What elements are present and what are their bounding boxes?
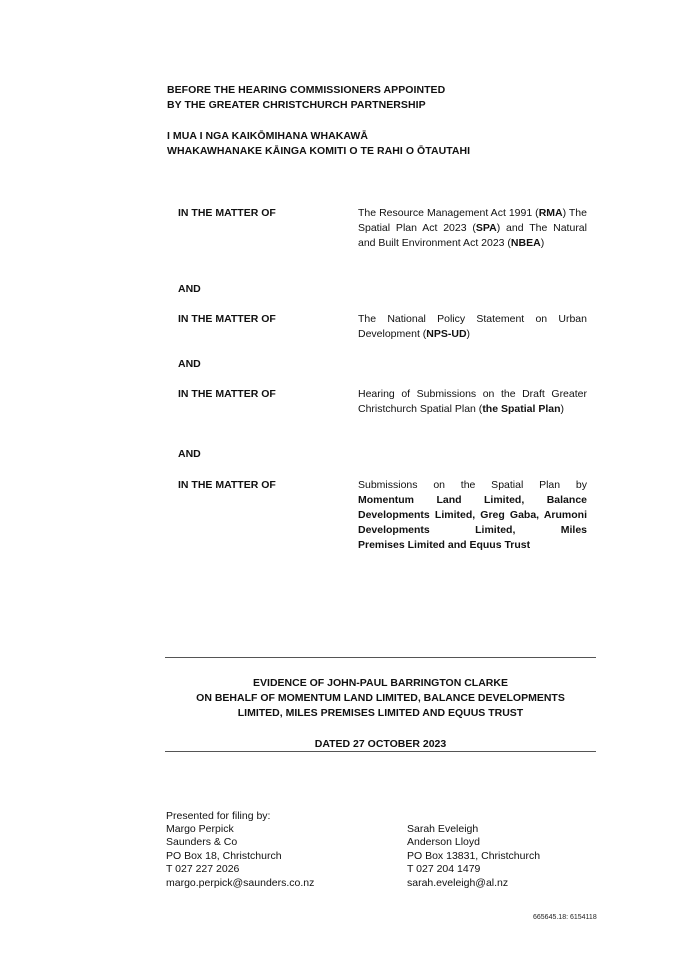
filing-intro: Presented for filing by: [166, 810, 271, 822]
filing-left-counsel [166, 823, 314, 890]
evidence-line-3: LIMITED, MILES PREMISES LIMITED AND EQUUS TRUST [237, 707, 524, 719]
matter-label-1: IN THE MATTER OF [178, 207, 276, 219]
heading-maori-line-2: WHAKAWHANAKE KĀINGA KOMITI O TE RAHI O ŌTAUTAHI [167, 145, 471, 157]
matter-text-4 [358, 478, 587, 553]
evidence-date: DATED 27 OCTOBER 2023 [314, 738, 447, 750]
matter-1-text-a: The Resource Management Act 1991 ( [358, 207, 539, 219]
matter-3-text-a: Hearing of Submissions on the Draft Greater Christchurch Spatial Plan ( [358, 388, 587, 415]
heading-line-2: BY THE GREATER CHRISTCHURCH PARTNERSHIP [167, 99, 426, 111]
matter-4-submitters [358, 493, 587, 538]
matter-1-abbr-spa: SPA [475, 222, 497, 234]
right-counsel-firm: Anderson Lloyd [407, 836, 480, 849]
matter-4-submitters-end: Premises Limited and Equus Trust [358, 539, 531, 551]
left-counsel-phone: T 027 227 2026 [166, 863, 240, 876]
matter-1-abbr-nbea: NBEA [510, 237, 541, 249]
evidence-line-1: EVIDENCE OF JOHN-PAUL BARRINGTON CLARKE [253, 677, 508, 689]
heading-maori-line-1: I MUA I NGA KAIKŌMIHANA WHAKAWĀ [167, 130, 369, 142]
matter-2-abbr-nps-ud: NPS-UD [426, 328, 467, 340]
left-counsel-address: PO Box 18, Christchurch [166, 849, 282, 862]
matter-3-text-b: ) [560, 403, 564, 415]
matter-label-2: IN THE MATTER OF [178, 313, 276, 325]
matter-1-abbr-rma: RMA [538, 207, 563, 219]
matter-3-spatial-plan: the Spatial Plan [482, 403, 561, 415]
matter-1-text-b: ) The Spatial Plan Act 2023 ( [358, 207, 587, 234]
and-label-3: AND [178, 448, 201, 460]
matter-label-4: IN THE MATTER OF [178, 479, 276, 491]
matter-2-text-b: ) [466, 328, 471, 340]
and-label-2: AND [178, 358, 201, 370]
matter-2-text-a: The National Policy Statement on Urban Development ( [358, 313, 587, 340]
document-reference: 665645.18: 6154118 [533, 914, 597, 921]
matter-4-last-line [358, 538, 587, 553]
tribunal-heading-english [167, 83, 445, 113]
divider-top [165, 657, 596, 658]
right-counsel-phone: T 027 204 1479 [407, 863, 481, 876]
tribunal-heading-maori [167, 129, 470, 159]
matter-label-3: IN THE MATTER OF [178, 388, 276, 400]
matter-text-3 [358, 387, 587, 417]
right-counsel-address: PO Box 13831, Christchurch [407, 849, 541, 862]
right-counsel-email: sarah.eveleigh@al.nz [407, 876, 509, 889]
left-counsel-name: Margo Perpick [166, 823, 234, 835]
evidence-title [165, 676, 596, 721]
heading-line-1: BEFORE THE HEARING COMMISSIONERS APPOINTED [167, 84, 446, 96]
matter-text-1 [358, 206, 587, 251]
matter-1-text-d: ) [540, 237, 545, 249]
matter-text-2 [358, 312, 587, 342]
matter-4-line-1: Submissions on the Spatial Plan by [358, 479, 587, 491]
filing-right-counsel [407, 823, 540, 890]
divider-bottom [165, 751, 596, 752]
left-counsel-firm: Saunders & Co [166, 836, 238, 849]
left-counsel-email: margo.perpick@saunders.co.nz [166, 876, 315, 889]
and-label-1: AND [178, 283, 201, 295]
matter-1-text-c: ) and The Natural and Built Environment Act 2023 ( [358, 222, 587, 249]
right-counsel-name: Sarah Eveleigh [407, 823, 479, 835]
evidence-line-2: ON BEHALF OF MOMENTUM LAND LIMITED, BALANCE DEVELOPMENTS [196, 692, 565, 704]
matter-4-submitters-names: Momentum Land Limited, Balance Developments Limited, Greg Gaba, Arumoni Developments Limited, Miles [358, 494, 587, 536]
